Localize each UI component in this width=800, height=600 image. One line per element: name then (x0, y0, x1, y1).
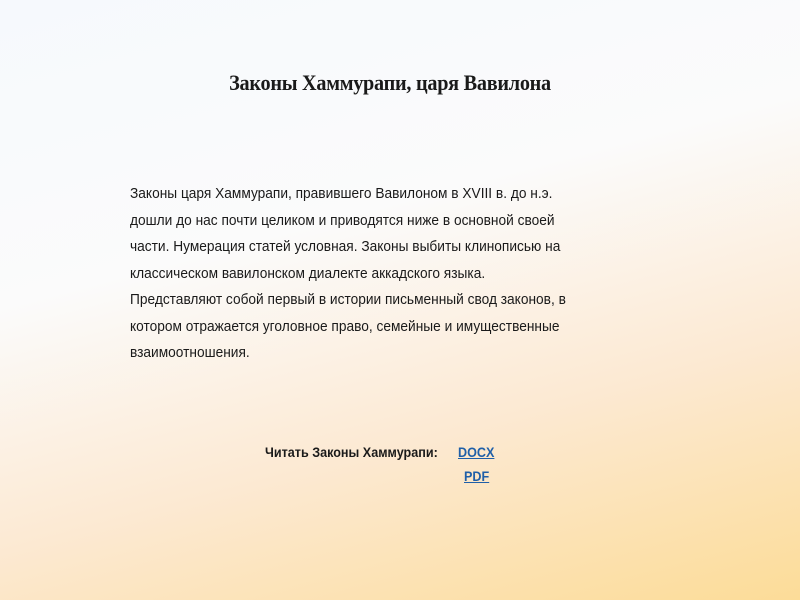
description-paragraph: Законы царя Хаммурапи, правившего Вавилоном в XVIII в. до н.э. дошли до нас почти целиком и приводятся ниже в основной своей части. Нумерация статей условная. Законы выбиты клинописью на классическом вавилонском диалекте аккадского языка. Представляют собой первый в истории письменный свод законов, в котором отражается уголовное право, семейные и имущественные взаимоотношения. (130, 186, 566, 361)
page-title: Законы Хаммурапи, царя Вавилона (229, 70, 551, 95)
pdf-link[interactable]: PDF (464, 468, 490, 484)
docx-link[interactable]: DOCX (458, 444, 495, 460)
read-label: Читать Законы Хаммурапи: (265, 444, 438, 460)
